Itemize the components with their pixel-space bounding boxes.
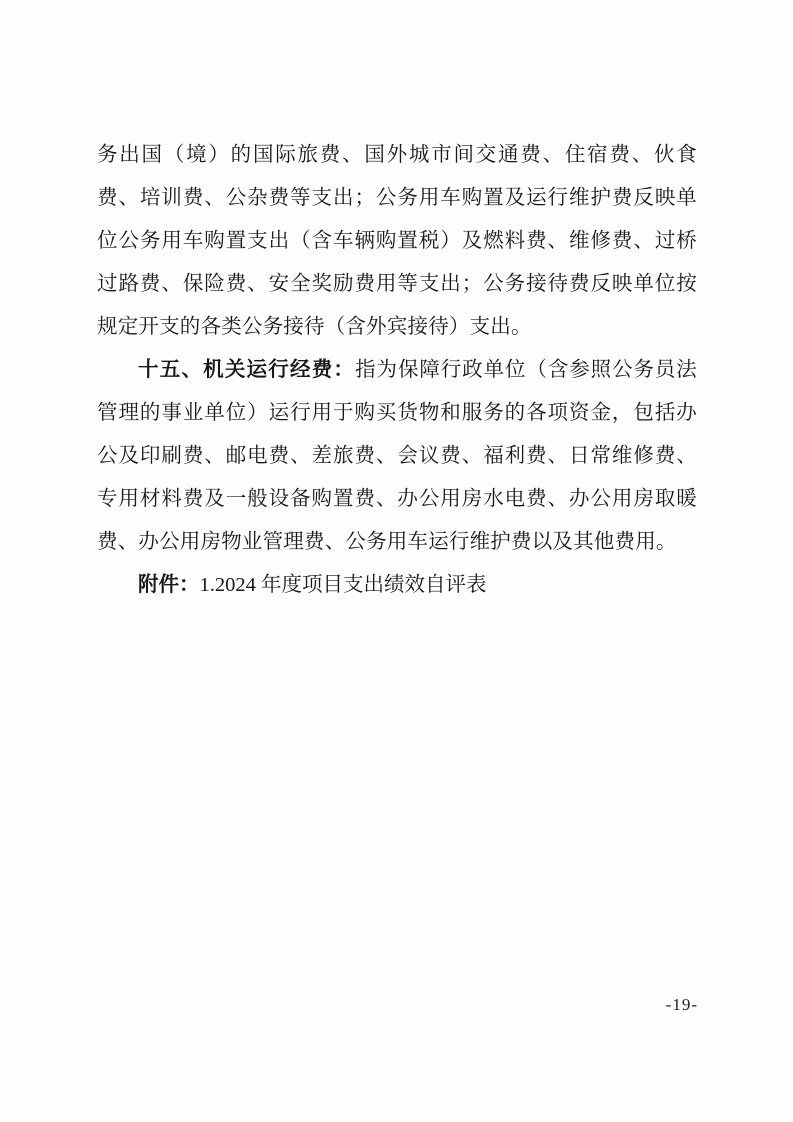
attachment-label: 附件： [138, 574, 200, 596]
attachment-title: 1.2024 年度项目支出绩效自评表 [199, 574, 487, 596]
document-body [97, 134, 697, 607]
paragraph-lead-label: 十五、机关运行经费： [138, 359, 356, 381]
paragraph-travel-expenses: 务出国（境）的国际旅费、国外城市间交通费、住宿费、伙食费、培训费、公杂费等支出；公务用车购置及运行维护费反映单位公务用车购置支出（含车辆购置税）及燃料费、维修费、过桥过路费、保险费、安全奖励费用等支出；公务接待费反映单位按规定开支的各类公务接待（含外宾接待）支出。 [97, 144, 697, 338]
paragraph-agency-operating-funds [97, 349, 697, 564]
attachment-line [97, 564, 697, 607]
page-number: -19- [665, 995, 698, 1014]
paragraph-body-text: 指为保障行政单位（含参照公务员法管理的事业单位）运行用于购买货物和服务的各项资金，包括办公及印刷费、邮电费、差旅费、会议费、福利费、日常维修费、专用材料费及一般设备购置费、办公用房水电费、办公用房取暖费、办公用房物业管理费、公务用车运行维护费以及其他费用。 [97, 359, 698, 553]
